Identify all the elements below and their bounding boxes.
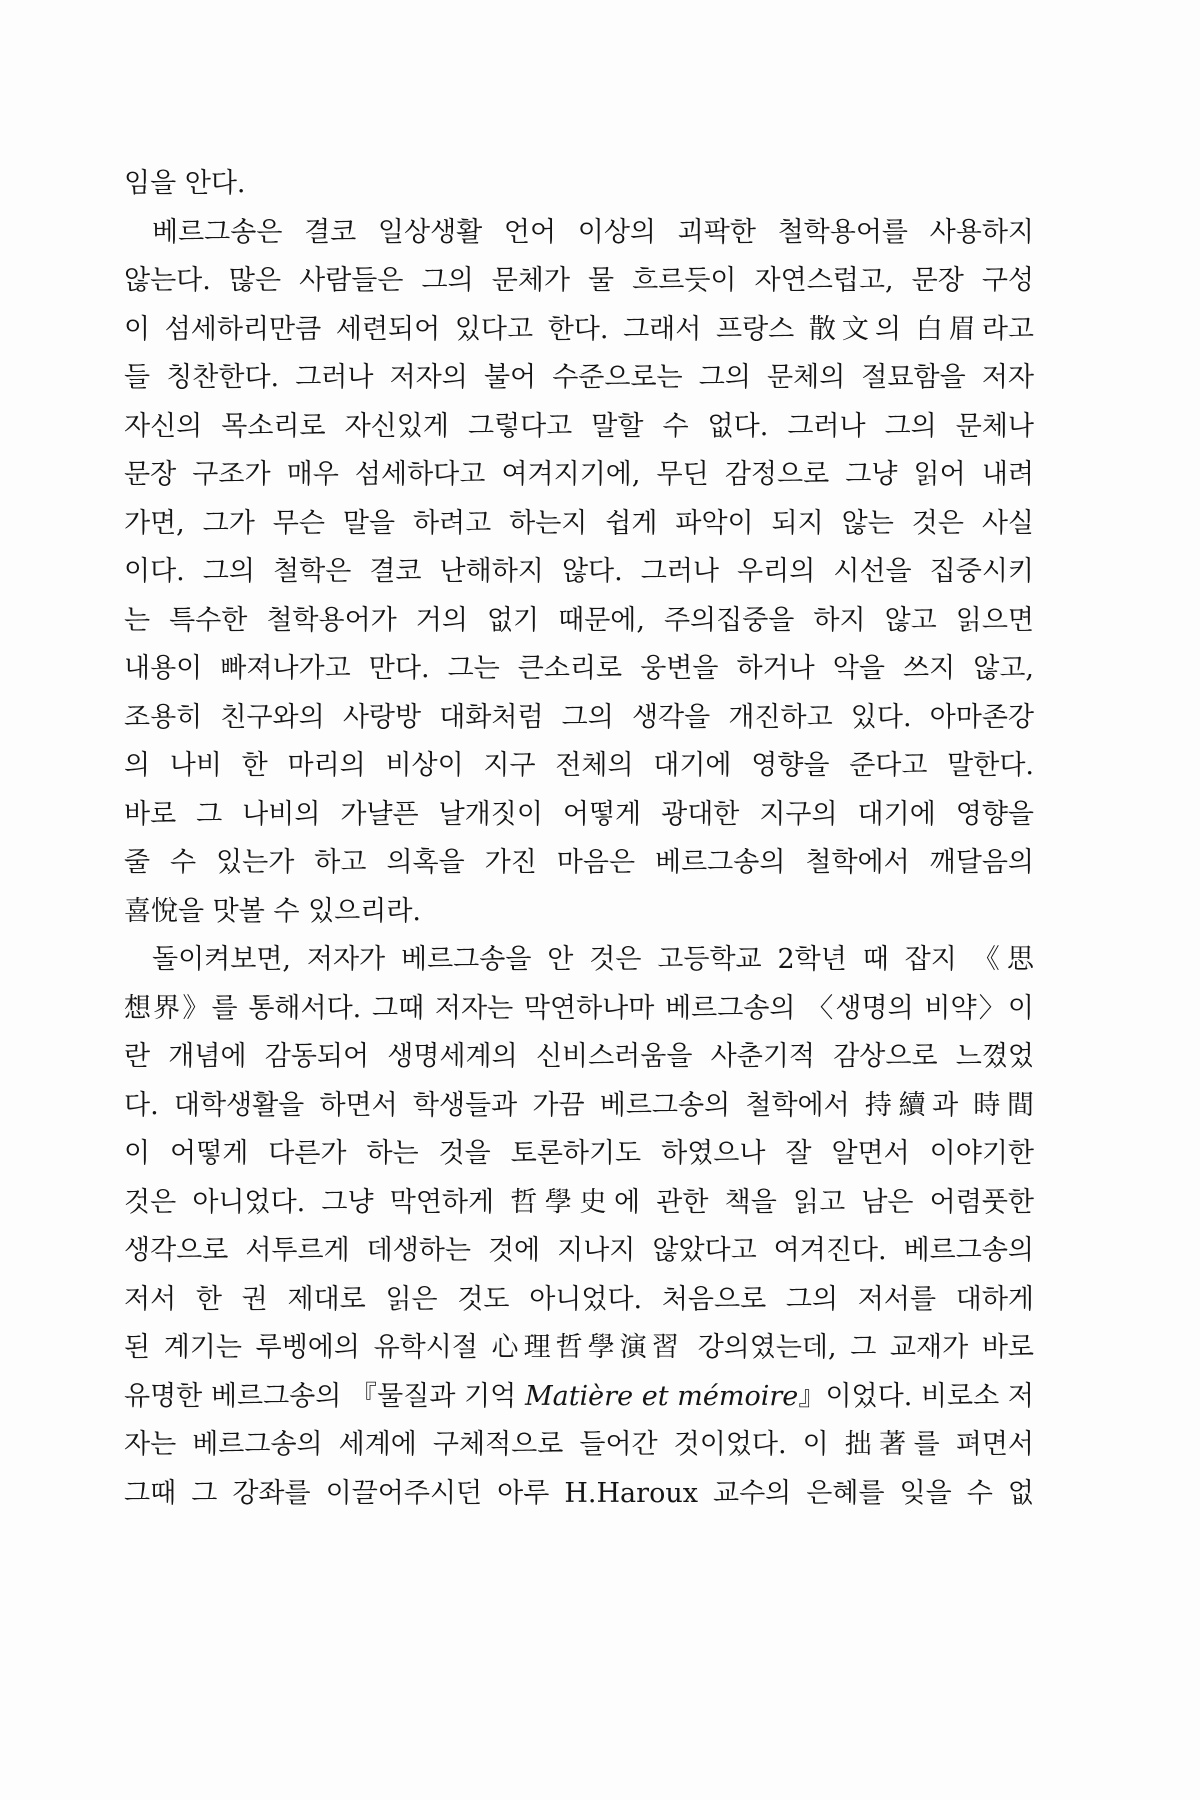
text-line: 이 섬세하리만큼 세련되어 있다고 한다. 그래서 프랑스 散文의 白眉라고 bbox=[124, 313, 1034, 345]
text-line: 다. 대학생활을 하면서 학생들과 가끔 베르그송의 철학에서 持續과 時間 bbox=[124, 1089, 1034, 1121]
text-line: 문장 구조가 매우 섬세하다고 여겨지기에, 무딘 감정으로 그냥 읽어 내려 bbox=[124, 459, 1034, 490]
italic-book-title: Matière et mémoire bbox=[524, 1380, 799, 1412]
text-line: 않는다. 많은 사람들은 그의 문체가 물 흐르듯이 자연스럽고, 문장 구성 bbox=[124, 265, 1034, 296]
text-line-with-title bbox=[124, 1373, 1034, 1422]
text-segment: 』이었다. 비로소 저 bbox=[798, 1380, 1034, 1412]
paragraph-start-line: 베르그송은 결코 일상생활 언어 이상의 괴팍한 철학용어를 사용하지 bbox=[152, 216, 1034, 248]
text-line: 이 어떻게 다른가 하는 것을 토론하기도 하였으나 잘 알면서 이야기한 bbox=[124, 1138, 1034, 1169]
paragraph-start-line: 돌이켜보면, 저자가 베르그송을 안 것은 고등학교 2학년 때 잡지 《思 bbox=[152, 944, 1034, 975]
text-line: 저서 한 권 제대로 읽은 것도 아니었다. 처음으로 그의 저서를 대하게 bbox=[124, 1283, 1034, 1315]
text-line: 想界》를 통해서다. 그때 저자는 막연하나마 베르그송의 〈생명의 비약〉이 bbox=[124, 992, 1034, 1024]
text-line: 임을 안다. bbox=[124, 168, 246, 199]
text-line: 는 특수한 철학용어가 거의 없기 때문에, 주의집중을 하지 않고 읽으면 bbox=[124, 604, 1034, 636]
text-line: 가면, 그가 무슨 말을 하려고 하는지 쉽게 파악이 되지 않는 것은 사실 bbox=[124, 507, 1034, 539]
text-line: 란 개념에 감동되어 생명세계의 신비스러움을 사춘기적 감상으로 느꼈었 bbox=[124, 1041, 1034, 1072]
text-line: 내용이 빠져나가고 만다. 그는 큰소리로 웅변을 하거나 악을 쓰지 않고, bbox=[124, 653, 1034, 684]
text-line: 이다. 그의 철학은 결코 난해하지 않다. 그러나 우리의 시선을 집중시키 bbox=[124, 556, 1034, 587]
text-line: 된 계기는 루벵에의 유학시절 心理哲學演習 강의였는데, 그 교재가 바로 bbox=[124, 1332, 1034, 1363]
text-line: 줄 수 있는가 하고 의혹을 가진 마음은 베르그송의 철학에서 깨달음의 bbox=[124, 847, 1034, 878]
text-segment: 유명한 베르그송의 『물질과 기억 bbox=[124, 1380, 525, 1412]
text-line: 생각으로 서투르게 데생하는 것에 지나지 않았다고 여겨진다. 베르그송의 bbox=[124, 1235, 1034, 1266]
text-line: 바로 그 나비의 가냘픈 날개짓이 어떻게 광대한 지구의 대기에 영향을 bbox=[124, 798, 1034, 830]
text-line: 의 나비 한 마리의 비상이 지구 전체의 대기에 영향을 준다고 말한다. bbox=[124, 750, 1034, 781]
text-line: 들 칭찬한다. 그러나 저자의 불어 수준으로는 그의 문체의 절묘함을 저자 bbox=[124, 362, 1034, 393]
text-line: 조용히 친구와의 사랑방 대화처럼 그의 생각을 개진하고 있다. 아마존강 bbox=[124, 701, 1034, 733]
body-text bbox=[124, 160, 1034, 1518]
text-line: 자신의 목소리로 자신있게 그렇다고 말할 수 없다. 그러나 그의 문체나 bbox=[124, 410, 1034, 442]
text-line: 자는 베르그송의 세계에 구체적으로 들어간 것이었다. 이 拙著를 펴면서 bbox=[124, 1429, 1034, 1460]
text-line: 것은 아니었다. 그냥 막연하게 哲學史에 관한 책을 읽고 남은 어렴풋한 bbox=[124, 1186, 1034, 1218]
text-line: 그때 그 강좌를 이끌어주시던 아루 H.Haroux 교수의 은혜를 잊을 수 없 bbox=[124, 1477, 1034, 1509]
paragraph-end-line: 喜悅을 맛볼 수 있으리라. bbox=[124, 895, 421, 927]
